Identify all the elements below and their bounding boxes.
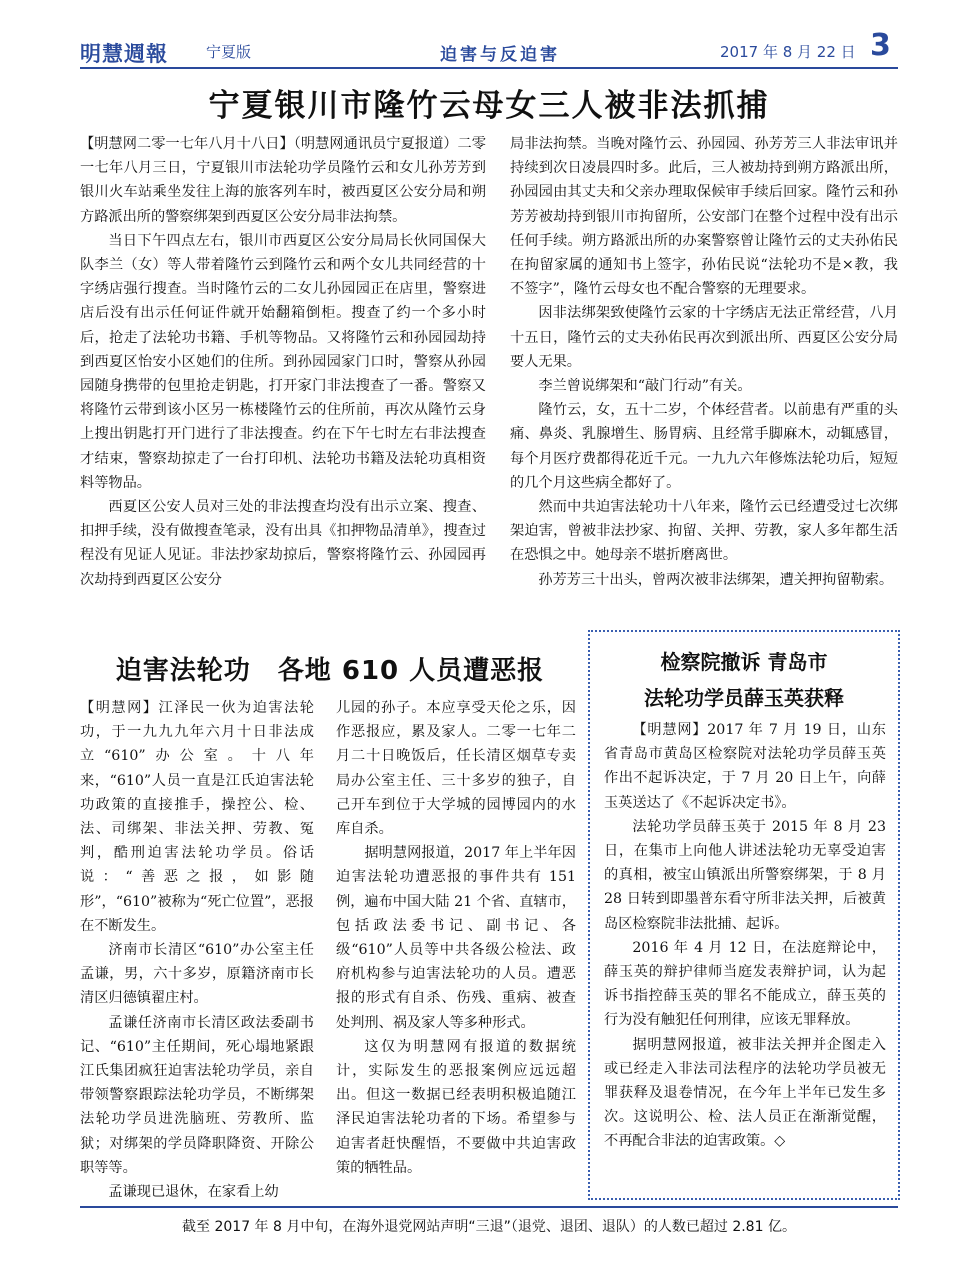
article3-paragraph: 【明慧网】2017 年 7 月 19 日，山东省青岛市黄岛区检察院对法轮功学员薛玉英作出不起诉决定，于 7 月 20 日上午，向薛玉英送达了《不起诉决定书》。 (604, 722, 886, 811)
issue-date: 2017 年 8 月 22 日 (720, 43, 856, 61)
article1-paragraph: 隆竹云，女，五十二岁，个体经营者。以前患有严重的头痛、鼻炎、乳腺增生、肠胃病、且经常手脚麻木，动辄感冒，每个月医疗费都得花近千元。一九九六年修炼法轮功后，短短的几个月这些病全都好了。 (510, 402, 898, 491)
article3-title-line2: 法轮功学员薛玉英获释 (644, 686, 844, 710)
article1-paragraph: 然而中共迫害法轮功十八年来，隆竹云已经遭受过七次绑架迫害，曾被非法抄家、拘留、关押、劳教，家人多年都生活在恐惧之中。她母亲不堪折磨离世。 (510, 499, 898, 564)
article3-paragraph: 据明慧网报道，被非法关押并企图走入或已经走入非法司法程序的法轮功学员被无罪获释及退卷情况，在今年上半年已发生多次。这说明公、检、法人员正在渐渐觉醒，不再配合非法的迫害政策。◇ (604, 1036, 886, 1150)
page-number: 3 (870, 28, 891, 63)
section-title: 迫害与反迫害 (440, 45, 560, 65)
article1-paragraph: 当日下午四点左右，银川市西夏区公安分局局长伙同国保大队李兰（女）等人带着隆竹云到隆竹云和两个女儿共同经营的十字绣店强行搜查。当时隆竹云的二女儿孙园园正在店里，警察进店后没有出示任何证件就开始翻箱倒柜。搜查了约一个多小时后，抢走了法轮功书籍、手机等物品。又将隆竹云和孙园园劫持到西夏区怡安小区她们的住所。到孙园园家门口时，警察从孙园园随身携带的包里抢走钥匙，打开家门非法搜查了一番。警察又将隆竹云带到该小区另一栋楼隆竹云的住所前，再次从隆竹云身上搜出钥匙打开门进行了非法搜查。约在下午七时左右非法搜查才结束，警察劫掠走了一台打印机、法轮功书籍及法轮功真相资料等物品。 (80, 232, 486, 491)
article1-paragraph: 孙芳芳三十出头，曾两次被非法绑架，遭关押拘留勒索。 (538, 571, 894, 588)
footer-notice: 截至 2017 年 8 月中旬，在海外退党网站声明“三退”（退党、退团、退队）的人数已超过 2.81 亿。 (182, 1219, 796, 1235)
masthead (80, 28, 898, 66)
article2-paragraph: 孟谦任济南市长清区政法委副书记、“610”主任期间，死心塌地紧跟江氏集团疯狂迫害法轮功学员，亲自带领警察跟踪法轮功学员，不断绑架法轮功学员进洗脑班、劳教所、监狱；对绑架的学员降职降资、开除公职等等。 (80, 1014, 314, 1176)
article2-paragraph: 济南市长清区“610”办公室主任孟谦，男，六十多岁，原籍济南市长清区归德镇翟庄村。 (80, 942, 314, 1007)
article2-paragraph: 据明慧网报道，2017 年上半年因迫害法轮功遭恶报的事件共有 151 例，遍布中国大陆 21 个省、直辖市，包括政法委书记、副书记、各级“610”人员等中共各级公检法、政府机构参与迫害法轮功的人员。遭恶报的形式有自杀、伤残、重病、被查处判刑、祸及家人等多种形式。 (336, 845, 576, 1031)
article1-right-column (510, 132, 898, 592)
article1-title: 宁夏银川市隆竹云母女三人被非法抓捕 (208, 88, 770, 124)
article2-title: 迫害法轮功 各地 610 人员遭恶报 (115, 656, 545, 686)
article3-body (604, 718, 886, 1154)
article1-left-column (80, 132, 486, 592)
edition-label: 宁夏版 (206, 43, 252, 61)
article1-paragraph: 因非法绑架致使隆竹云家的十字绣店无法正常经营，八月十五日，隆竹云的丈夫孙佑民再次到派出所、西夏区公安分局要人无果。 (510, 305, 898, 370)
article3-title-line1: 检察院撤诉 青岛市 (660, 650, 828, 674)
article1-paragraph: 局非法拘禁。当晚对隆竹云、孙园园、孙芳芳三人非法审讯并持续到次日凌晨四时多。此后，三人被劫持到朔方路派出所，孙园园由其丈夫和父亲办理取保候审手续后回家。隆竹云和孙芳芳被劫持到银川市拘留所，公安部门在整个过程中没有出示任何手续。朔方路派出所的办案警察曾让隆竹云的丈夫孙佑民在拘留家属的通知书上签字，孙佑民说“法轮功不是×教，我不签字”，隆竹云母女也不配合警察的无理要求。 (510, 136, 898, 298)
article1-paragraph: 李兰曾说绑架和“敲门行动”有关。 (538, 378, 752, 395)
article3-paragraph: 2016 年 4 月 12 日，在法庭辩论中，薛玉英的辩护律师当庭发表辩护词，认为起诉书指控薛玉英的罪名不能成立，薛玉英的行为没有触犯任何刑律，应该无罪释放。 (604, 939, 886, 1029)
footer-divider (80, 1206, 898, 1208)
article2-paragraph: 孟谦现已退休，在家看上幼 (108, 1184, 279, 1201)
brand-logo: 明慧週報 (80, 42, 168, 66)
article2-paragraph: 儿园的孙子。本应享受天伦之乐，因作恶报应，累及家人。二零一七年二月二十日晚饭后，任长清区烟草专卖局办公室主任、三十多岁的独子，自己开车到位于大学城的园博园内的水库自杀。 (336, 700, 576, 838)
article1-paragraph: 【明慧网二零一七年八月十八日】（明慧网通讯员宁夏报道）二零一七年八月三日，宁夏银川市法轮功学员隆竹云和女儿孙芳芳到银川火车站乘坐发往上海的旅客列车时，被西夏区公安分局和朔方路派出所的警察绑架到西夏区公安分局非法拘禁。 (80, 136, 486, 225)
article1-paragraph: 西夏区公安人员对三处的非法搜查均没有出示立案、搜查、扣押手续，没有做搜查笔录，没有出具《扣押物品清单》，搜查过程没有见证人见证。非法抄家劫掠后，警察将隆竹云、孙园园再次劫持到西夏区公安分 (80, 499, 486, 588)
article3-paragraph: 法轮功学员薛玉英于 2015 年 8 月 23 日，在集市上向他人讲述法轮功无辜受迫害的真相，被宝山镇派出所警察绑架，于 8 月 28 日转到即墨普东看守所非法关押，后被黄岛区检察院非法批捕、起诉。 (604, 818, 886, 932)
header-divider (80, 67, 898, 69)
article2-paragraph: 这仅为明慧网有报道的数据统计，实际发生的恶报案例应远远超出。但这一数据已经表明积极追随江泽民迫害法轮功者的下场。希望参与迫害者赶快醒悟，不要做中共迫害政策的牺牲品。 (336, 1038, 576, 1176)
article2-column-2 (336, 696, 576, 1180)
article2-paragraph: 【明慧网】江泽民一伙为迫害法轮功，于一九九九年六月十日非法成立“610”办公室。十八年来，“610”人员一直是江氏迫害法轮功政策的直接推手，操控公、检、法、司绑架、非法关押、劳教、冤判，酷刑迫害法轮功学员。俗话说：“善恶之报，如影随形”，“610”被称为“死亡位置”，恶报在不断发生。 (80, 700, 314, 934)
article2-column-1 (80, 696, 314, 1204)
sidebar-box (588, 630, 900, 1200)
